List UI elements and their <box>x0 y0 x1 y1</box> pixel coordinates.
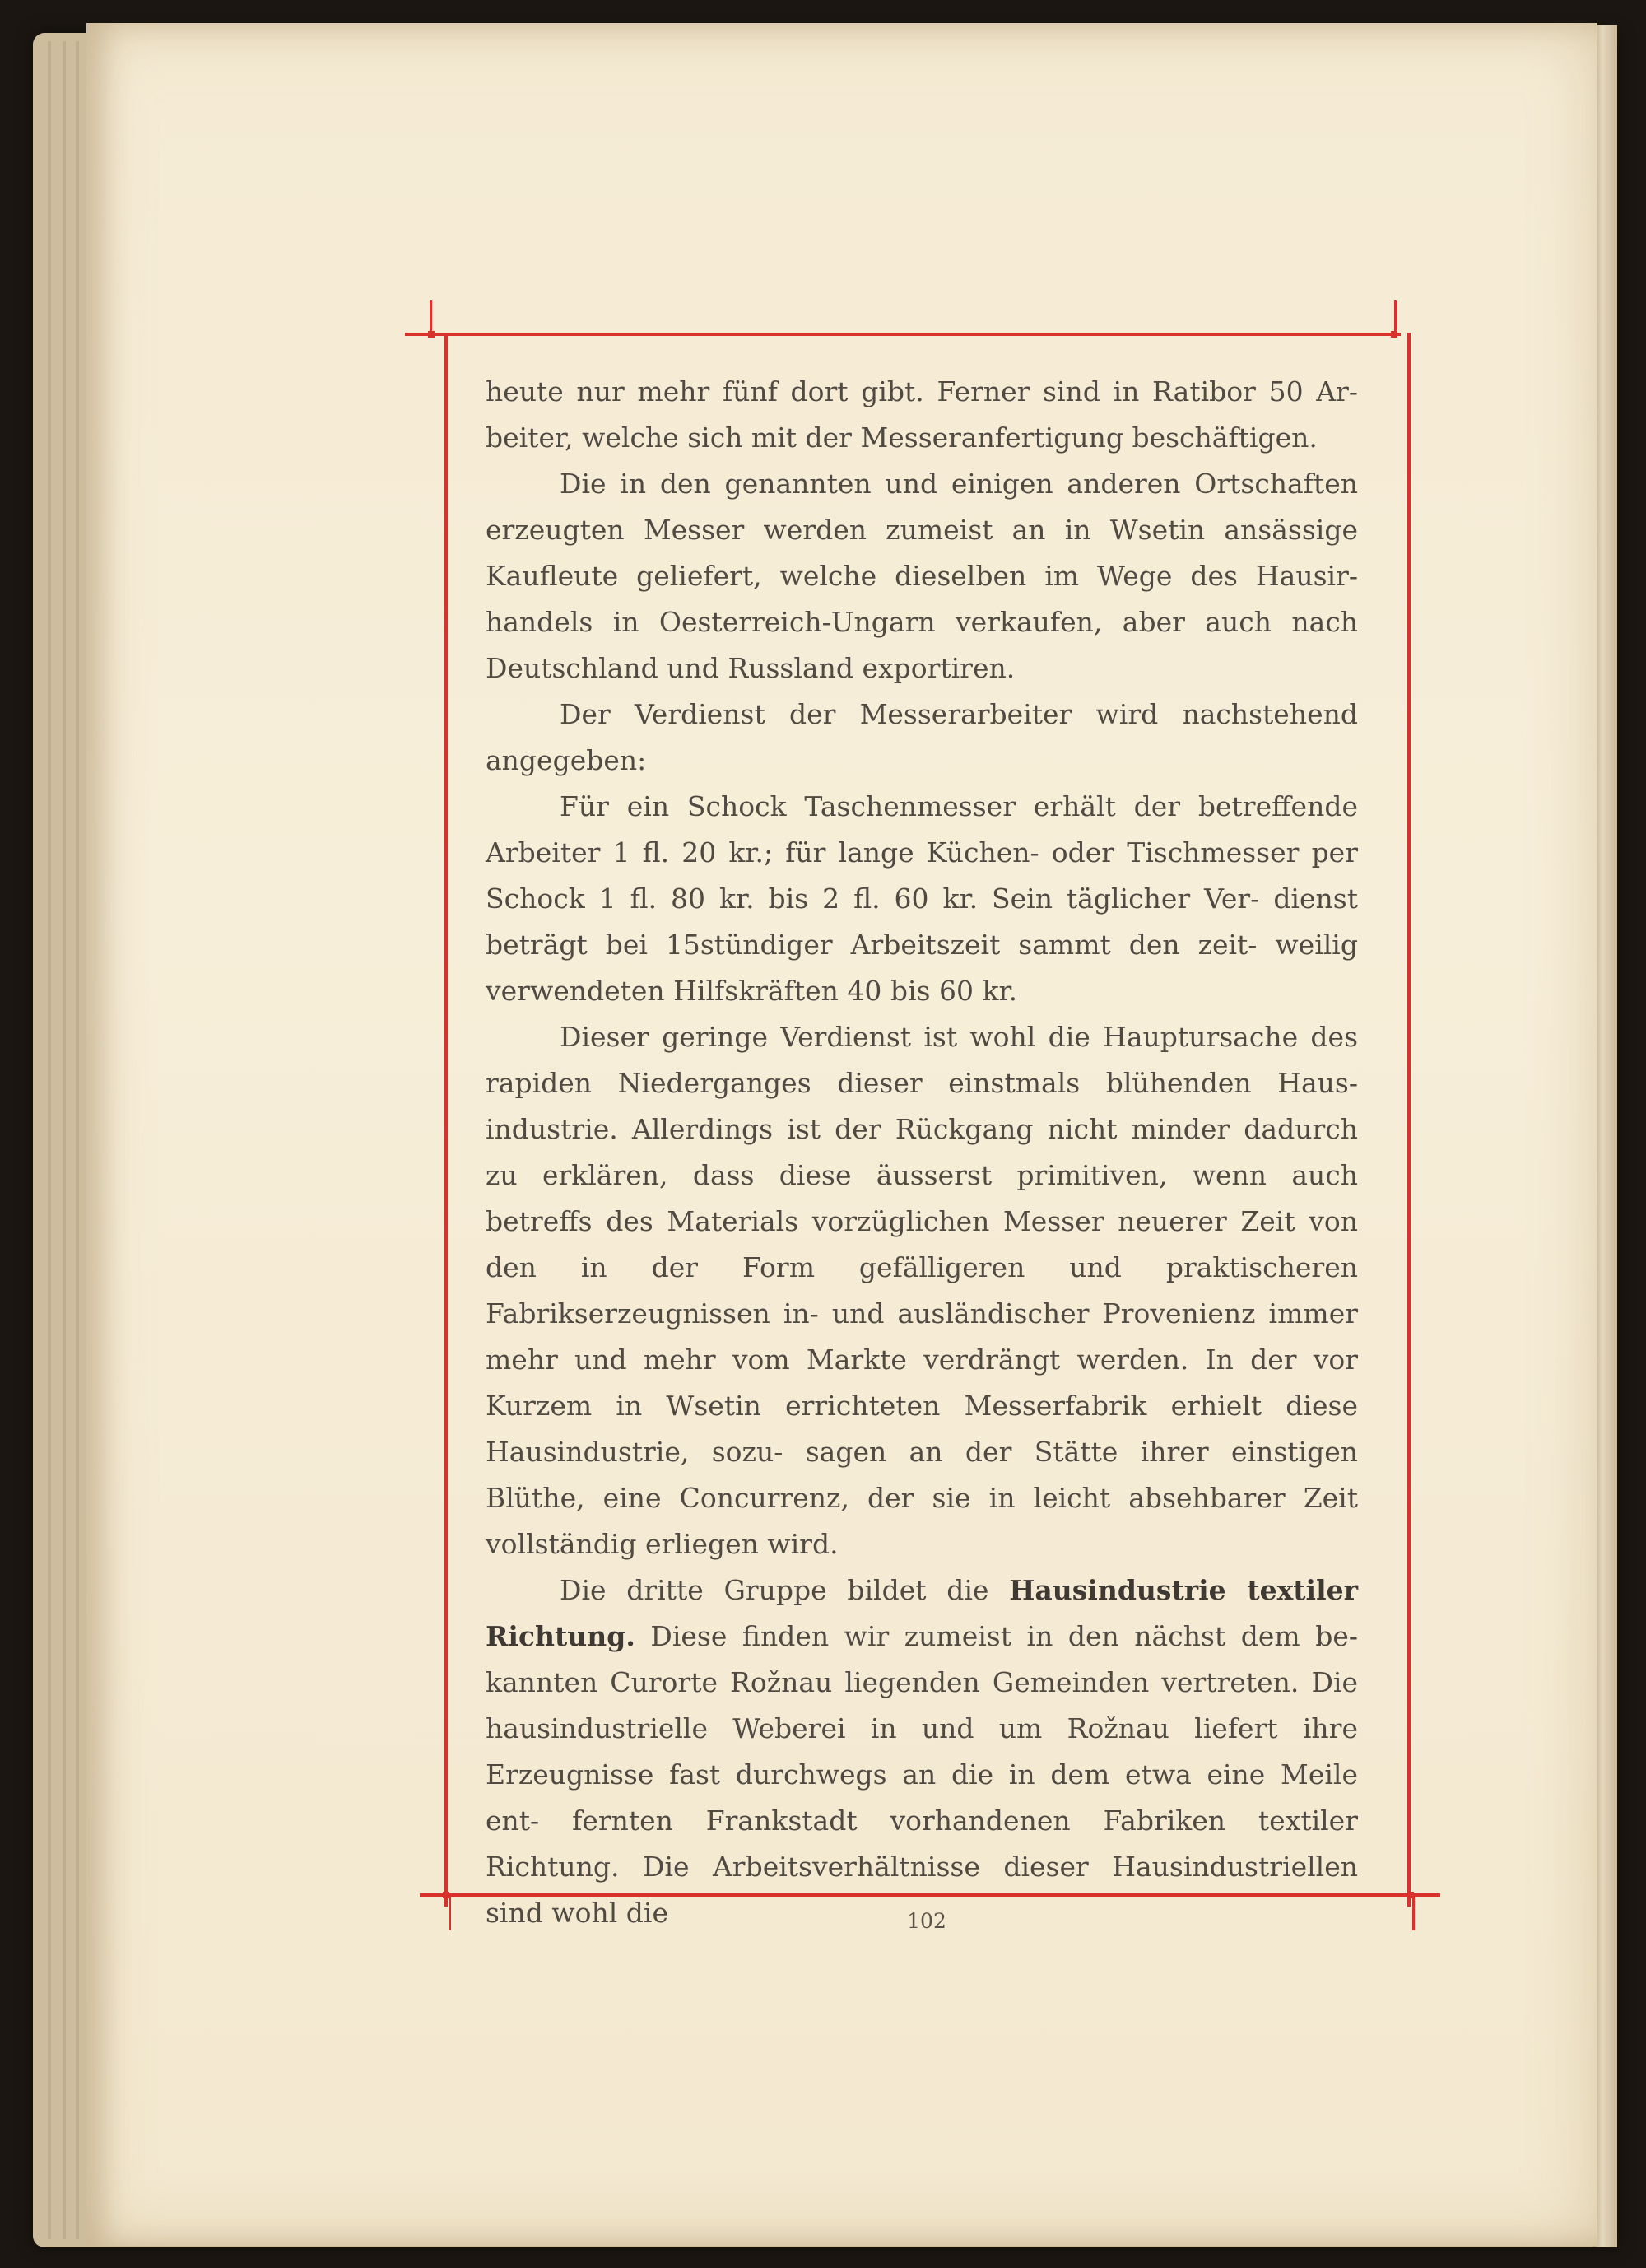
frame-top-left-spur <box>430 300 432 333</box>
text-line: Die Arbeitsverhältnisse dieser Hausindustriellen sind wohl die <box>486 1851 1358 1929</box>
bold-heading-text: Hausindustrie textiler <box>1009 1574 1358 1606</box>
text-line: Erzeugnisse fast durchwegs an die in dem etwa eine Meile ent- <box>486 1758 1358 1837</box>
text-line: Für ein Schock Taschenmesser erhält der betreffende <box>560 790 1358 822</box>
text-line: Die in den genannten und einigen anderen Ortschaften <box>560 468 1358 500</box>
text-line: des Materials vorzüglichen Messer neuerer Zeit von den in <box>486 1205 1358 1283</box>
bold-heading-text: Richtung. <box>486 1620 635 1652</box>
text-line: Kaufleute geliefert, welche dieselben im Wege des Hausir- <box>486 560 1358 592</box>
text-line: erzeugten Messer werden zumeist an in Wsetin ansässige <box>486 514 1358 546</box>
text-line: der Form gefälligeren und praktischeren Fabrikserzeugnissen <box>486 1251 1358 1330</box>
text-line: der sie in leicht absehbarer Zeit vollständig erliegen wird. <box>486 1482 1358 1560</box>
page-edge-line <box>76 41 79 2239</box>
text-line: Dieser geringe Verdienst ist wohl die Hauptursache <box>560 1021 1299 1053</box>
frame-left-border <box>444 333 448 1907</box>
paragraph <box>486 692 1358 784</box>
text-line-suffix: Diese finden wir zumeist in den nächst dem be- <box>635 1620 1358 1652</box>
text-line: fernten Frankstadt vorhandenen Fabriken textiler Richtung. <box>486 1805 1358 1883</box>
text-line: beiter, welche sich mit der Messeranfertigung beschäftigen. <box>486 421 1318 454</box>
text-line: per Schock 1 fl. 80 kr. bis 2 fl. 60 kr. Sein täglicher Ver- <box>486 836 1358 915</box>
paragraph <box>486 461 1358 692</box>
page-edge-line <box>48 41 51 2239</box>
text-line: Der Verdienst der Messerarbeiter wird nachstehend <box>560 698 1358 730</box>
paragraph <box>486 1567 1358 1936</box>
text-line: Markte verdrängt werden. In der vor Kurzem in Wsetin <box>486 1344 1358 1422</box>
frame-right-border <box>1407 333 1411 1907</box>
frame-top-right-spur <box>1394 300 1397 333</box>
paragraph <box>486 784 1358 1014</box>
page-edge-line <box>63 41 66 2239</box>
text-line: Die hausindustrielle Weberei in und um Rožnau liefert ihre <box>486 1666 1358 1744</box>
text-line: heute nur mehr fünf dort gibt. Ferner sind in Ratibor 50 Ar- <box>486 375 1358 407</box>
text-line: angegeben: <box>486 744 647 776</box>
text-line: Arbeiter 1 fl. 20 kr.; für lange Küchen- oder Tischmesser <box>486 836 1300 869</box>
text-line: des rapiden Niederganges dieser einstmals blühenden Haus- <box>486 1021 1359 1099</box>
text-line: industrie. Allerdings ist der Rückgang nicht minder dadurch <box>486 1113 1358 1145</box>
text-line: dienst beträgt bei 15stündiger Arbeitszeit sammt den zeit- <box>486 883 1358 961</box>
frame-bottom-right-spur <box>1412 1895 1415 1930</box>
frame-top-border <box>405 333 1401 336</box>
text-line: in- und ausländischer Provenienz immer mehr und mehr vom <box>486 1297 1358 1376</box>
page-number: 102 <box>907 1909 946 1933</box>
frame-bottom-left-spur <box>449 1895 451 1930</box>
text-line: handels in Oesterreich-Ungarn verkaufen, aber auch nach <box>486 606 1358 638</box>
paragraph <box>486 1014 1358 1567</box>
text-line-prefix: Die dritte Gruppe bildet die <box>560 1574 1010 1606</box>
text-line: zu erklären, dass diese äusserst primitiven, wenn auch betreffs <box>486 1159 1358 1237</box>
text-line: weilig verwendeten Hilfskräften 40 bis 60 kr. <box>486 929 1358 1007</box>
text-line: errichteten Messerfabrik erhielt diese Hausindustrie, sozu- <box>486 1390 1358 1468</box>
text-line: sagen an der Stätte ihrer einstigen Blüthe, eine Concurrenz, <box>486 1436 1358 1514</box>
text-line: kannten Curorte Rožnau liegenden Gemeinden vertreten. <box>486 1666 1300 1698</box>
paragraph <box>486 369 1358 461</box>
text-line: Deutschland und Russland exportiren. <box>486 652 1016 684</box>
